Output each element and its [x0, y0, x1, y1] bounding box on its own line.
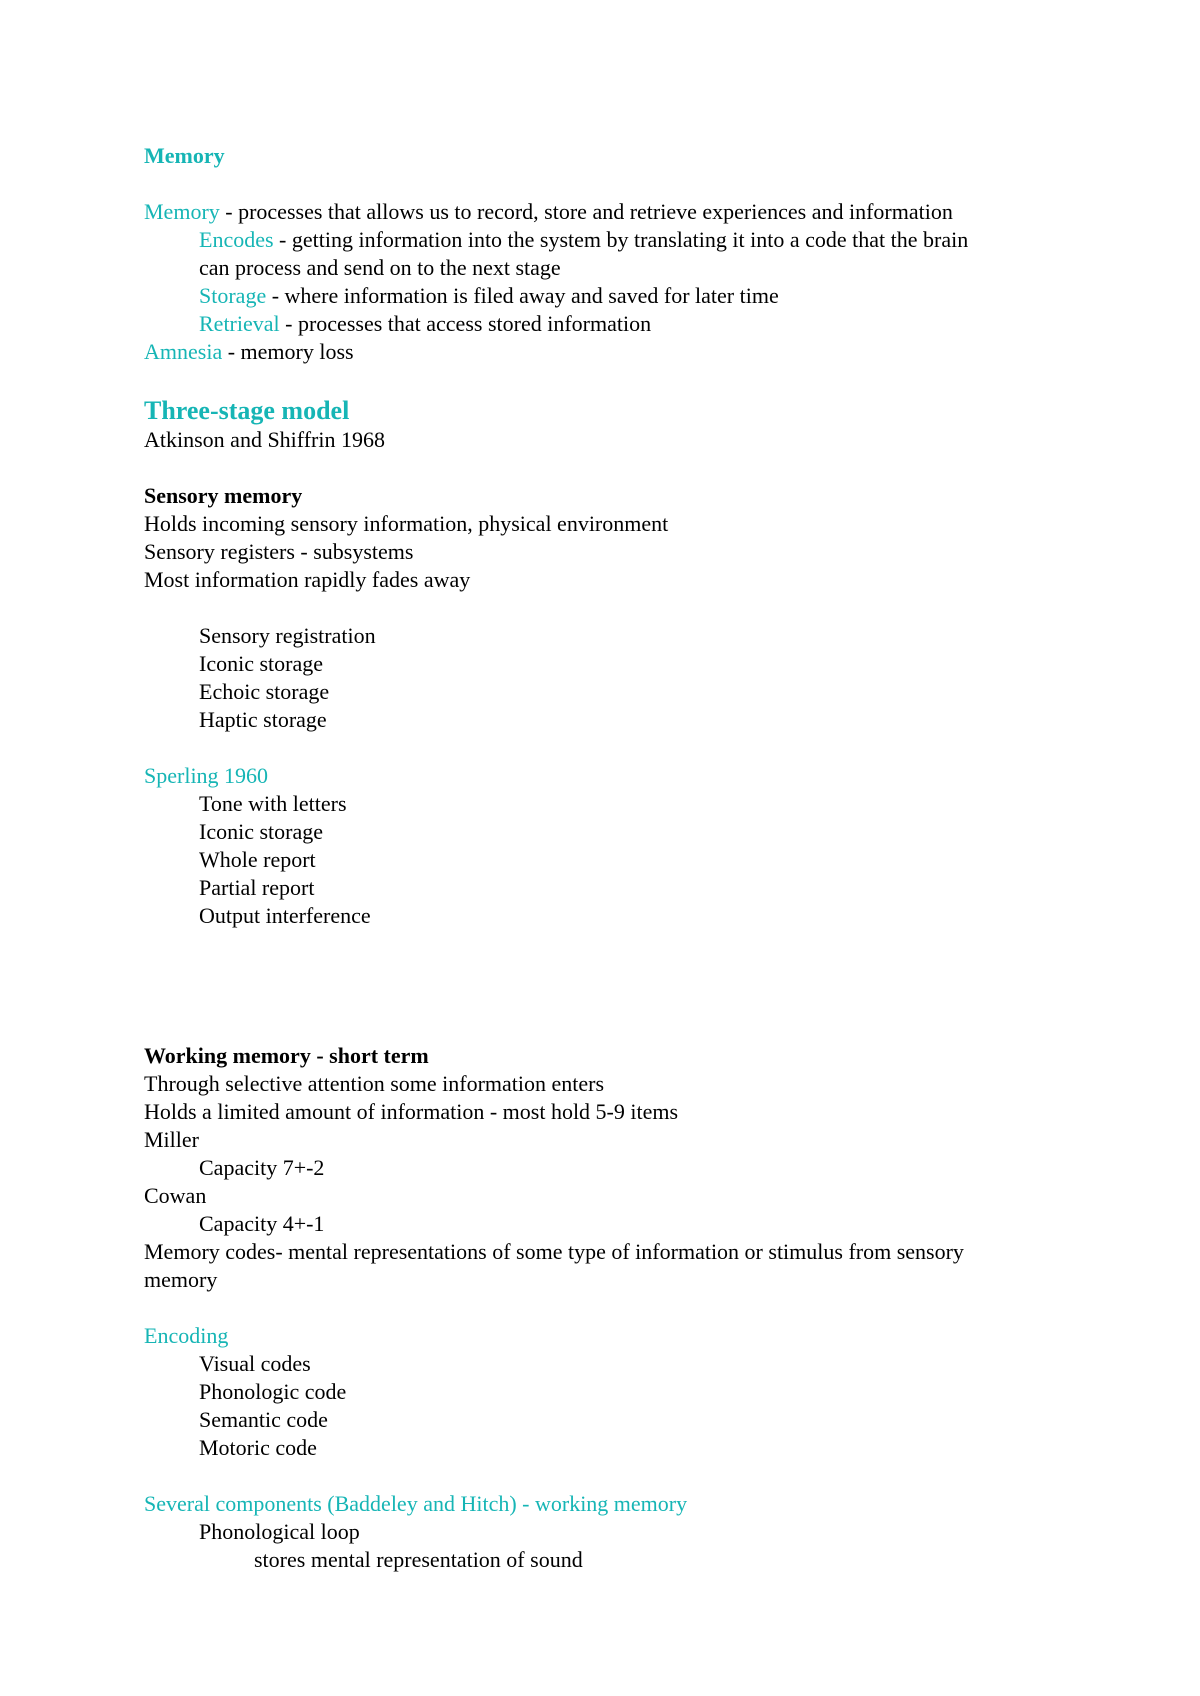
definition-text: - processes that allows us to record, store and retrieve experiences and information [219, 199, 953, 224]
list-item: Output interference [199, 903, 371, 928]
text-line: Holds incoming sensory information, physical environment [144, 511, 669, 536]
list-item: Iconic storage [199, 819, 323, 844]
text-line: Memory codes- mental representations of some type of information or stimulus from sensory [144, 1239, 964, 1264]
list-subitem: stores mental representation of sound [254, 1547, 583, 1572]
list-item: Partial report [199, 875, 315, 900]
definition-amnesia [144, 338, 1064, 366]
text-line: Most information rapidly fades away [144, 567, 471, 592]
definition-text: - memory loss [222, 339, 354, 364]
list-item: Phonological loop [199, 1519, 360, 1544]
list-item: Echoic storage [199, 679, 330, 704]
researcher-name: Cowan [144, 1183, 207, 1208]
definition-text: - processes that access stored information [279, 311, 652, 336]
list-item: Sensory registration [199, 623, 376, 648]
definition-retrieval [144, 310, 1064, 338]
researcher-name: Miller [144, 1127, 199, 1152]
list-item: Visual codes [199, 1351, 311, 1376]
section-heading-encoding: Encoding [144, 1323, 229, 1348]
section-heading-working-memory: Working memory - short term [144, 1043, 429, 1068]
definition-text: - where information is filed away and saved for later time [266, 283, 779, 308]
term: Memory [144, 199, 220, 224]
text-line: Through selective attention some information enters [144, 1071, 605, 1096]
term: Retrieval [199, 311, 280, 336]
list-item: Tone with letters [199, 791, 347, 816]
list-item: Haptic storage [199, 707, 327, 732]
page-title: Memory [144, 143, 225, 168]
term: Storage [199, 283, 267, 308]
list-item: Phonologic code [199, 1379, 347, 1404]
definition-text: - getting information into the system by translating it into a code that the brain [273, 227, 969, 252]
text-line: memory [144, 1267, 218, 1292]
list-item: Capacity 4+-1 [199, 1211, 325, 1236]
definition-storage [144, 282, 1064, 310]
term: Encodes [199, 227, 274, 252]
section-heading-sensory: Sensory memory [144, 483, 303, 508]
definition-encodes-continued: can process and send on to the next stage [199, 255, 561, 280]
list-item: Capacity 7+-2 [199, 1155, 325, 1180]
list-item: Whole report [199, 847, 316, 872]
text-line: Holds a limited amount of information - most hold 5-9 items [144, 1099, 679, 1124]
term: Amnesia [144, 339, 223, 364]
text-line: Sensory registers - subsystems [144, 539, 414, 564]
list-item: Motoric code [199, 1435, 317, 1460]
section-heading-three-stage: Three-stage model [144, 396, 350, 425]
section-heading-components: Several components (Baddeley and Hitch) - working memory [144, 1491, 688, 1516]
document-body [144, 142, 1064, 1574]
section-heading-sperling: Sperling 1960 [144, 763, 269, 788]
definition-encodes [144, 226, 1064, 254]
definition-memory [144, 198, 1064, 226]
list-item: Semantic code [199, 1407, 328, 1432]
list-item: Iconic storage [199, 651, 323, 676]
citation: Atkinson and Shiffrin 1968 [144, 427, 385, 452]
